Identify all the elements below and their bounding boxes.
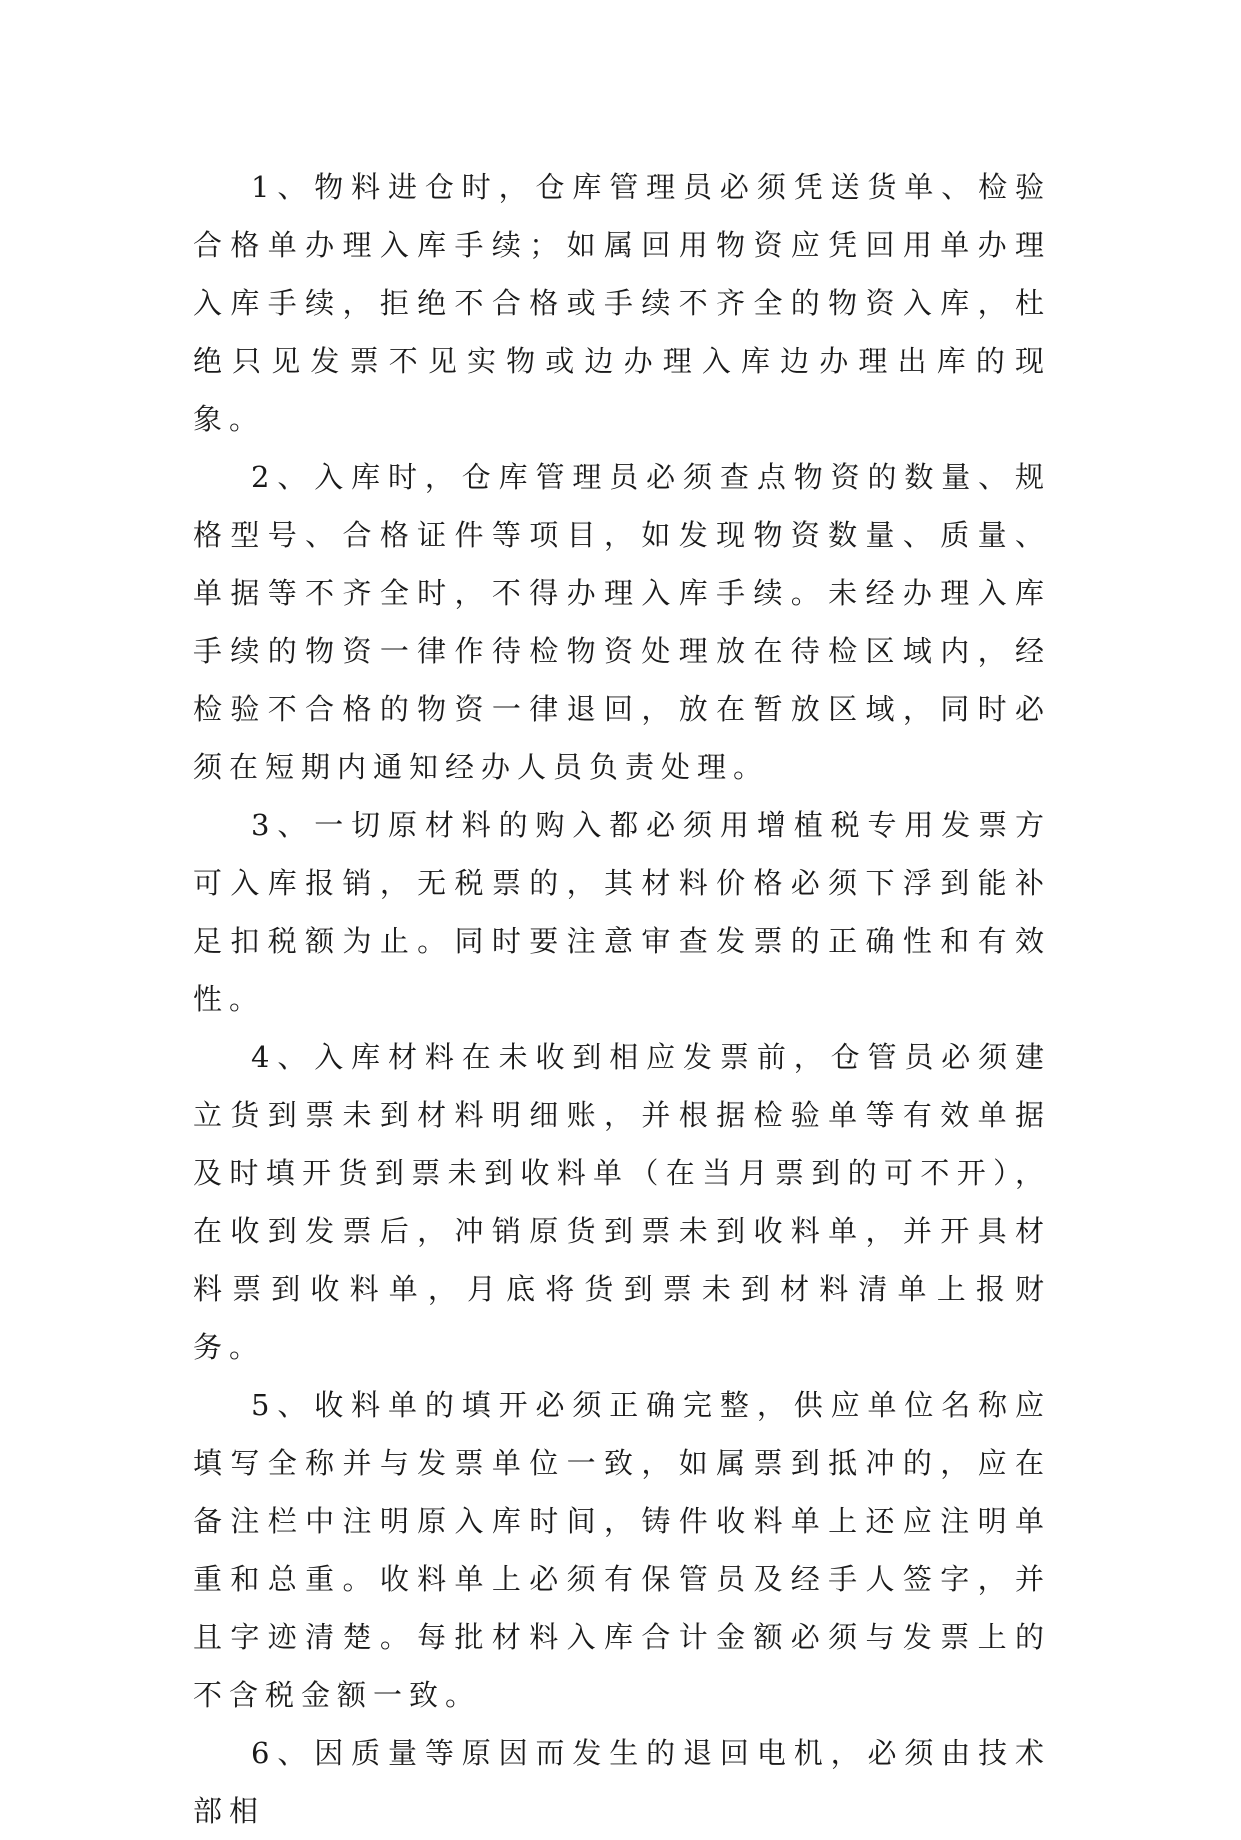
paragraph-3: 3、一切原材料的购入都必须用增植税专用发票方可入库报销，无税票的，其材料价格必须下浮到能补足扣税额为止。同时要注意审查发票的正确性和有效性。 bbox=[193, 808, 1051, 1016]
paragraph-1: 1、物料进仓时，仓库管理员必须凭送货单、检验合格单办理入库手续；如属回用物资应凭回用单办理入库手续，拒绝不合格或手续不齐全的物资入库，杜绝只见发票不见实物或边办理入库边办理出库的现象。 bbox=[193, 170, 1051, 436]
paragraph-4: 4、入库材料在未收到相应发票前，仓管员必须建立货到票未到材料明细账，并根据检验单等有效单据及时填开货到票未到收料单（在当月票到的可不开），在收到发票后，冲销原货到票未到收料单，并开具材料票到收料单，月底将货到票未到材料清单上报财务。 bbox=[193, 1040, 1051, 1364]
paragraph-2: 2、入库时，仓库管理员必须查点物资的数量、规格型号、合格证件等项目，如发现物资数量、质量、单据等不齐全时，不得办理入库手续。未经办理入库手续的物资一律作待检物资处理放在待检区域内，经检验不合格的物资一律退回，放在暂放区域，同时必须在短期内通知经办人员负责处理。 bbox=[193, 460, 1051, 784]
paragraph-5: 5、收料单的填开必须正确完整，供应单位名称应填写全称并与发票单位一致，如属票到抵冲的，应在备注栏中注明原入库时间，铸件收料单上还应注明单重和总重。收料单上必须有保管员及经手人签字，并且字迹清楚。每批材料入库合计金额必须与发票上的不含税金额一致。 bbox=[193, 1388, 1051, 1712]
document-body bbox=[193, 158, 1051, 1840]
paragraph-6: 6、因质量等原因而发生的退回电机，必须由技术部相 bbox=[193, 1736, 1051, 1828]
